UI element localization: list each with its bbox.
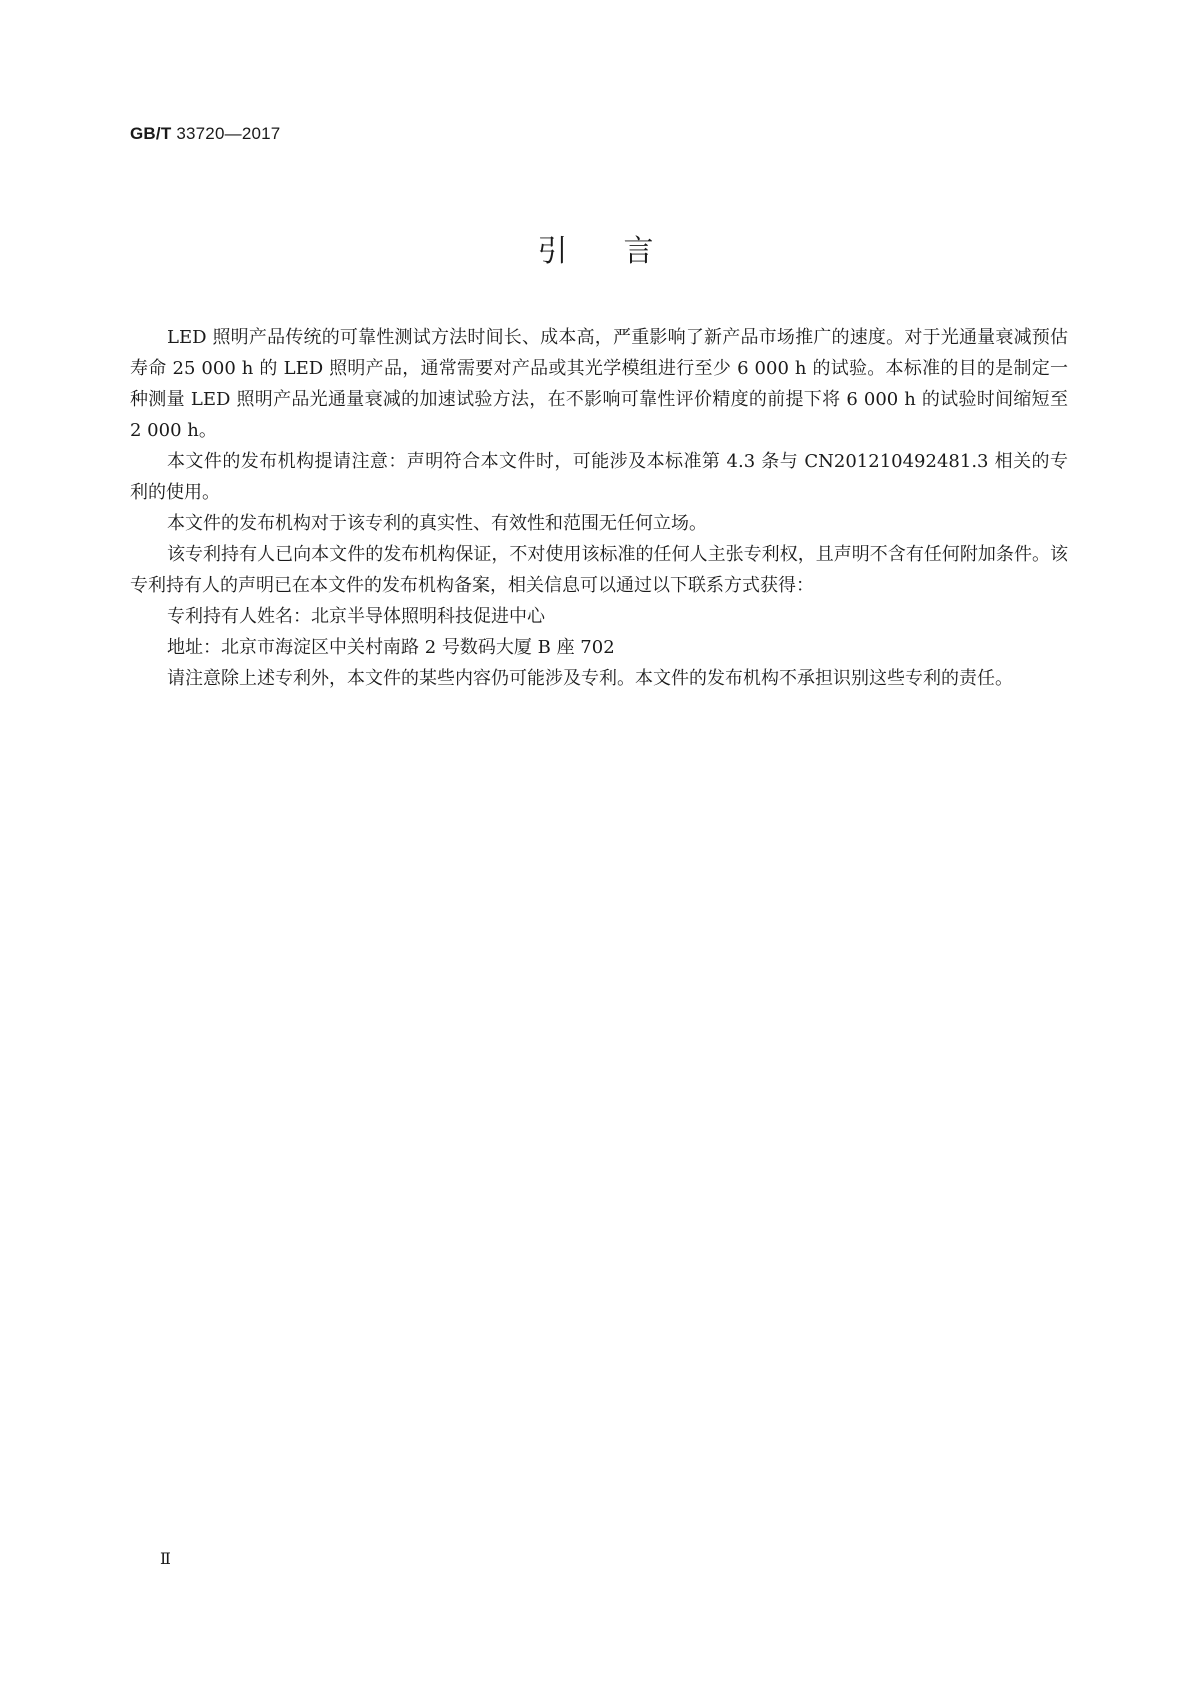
paragraph-patent-holder-address: 地址：北京市海淀区中关村南路 2 号数码大厦 B 座 702 xyxy=(167,637,615,658)
page-number: Ⅱ xyxy=(160,1551,171,1568)
paragraph-patent-position: 本文件的发布机构对于该专利的真实性、有效性和范围无任何立场。 xyxy=(167,513,707,534)
standard-code xyxy=(130,124,280,144)
paragraph-patent-notice: 本文件的发布机构提请注意：声明符合本文件时，可能涉及本标准第 4.3 条与 CN201210492481.3 相关的专利的使用。 xyxy=(130,451,1068,503)
standard-number: 33720—2017 xyxy=(171,124,281,143)
standard-prefix: GB/T xyxy=(130,124,172,143)
paragraph-patent-holder-name: 专利持有人姓名：北京半导体照明科技促进中心 xyxy=(167,606,545,627)
paragraph-other-patents: 请注意除上述专利外，本文件的某些内容仍可能涉及专利。本文件的发布机构不承担识别这些专利的责任。 xyxy=(167,668,1013,689)
section-title: 引言 xyxy=(537,234,710,269)
paragraph-purpose: LED 照明产品传统的可靠性测试方法时间长、成本高，严重影响了新产品市场推广的速度。对于光通量衰减预估寿命 25 000 h 的 LED 照明产品，通常需要对产品或其光学模组进行至少 6 000 h 的试验。本标准的目的是制定一种测量 LED 照明产品光通量衰减的加速试验方法，在不影响可靠性评价精度的前提下将 6 000 h 的试验时间缩短至 2 000 h。 xyxy=(130,327,1068,441)
introduction-body xyxy=(130,322,1068,694)
paragraph-patent-holder-assurance: 该专利持有人已向本文件的发布机构保证，不对使用该标准的任何人主张专利权，且声明不含有任何附加条件。该专利持有人的声明已在本文件的发布机构备案，相关信息可以通过以下联系方式获得： xyxy=(130,544,1068,596)
